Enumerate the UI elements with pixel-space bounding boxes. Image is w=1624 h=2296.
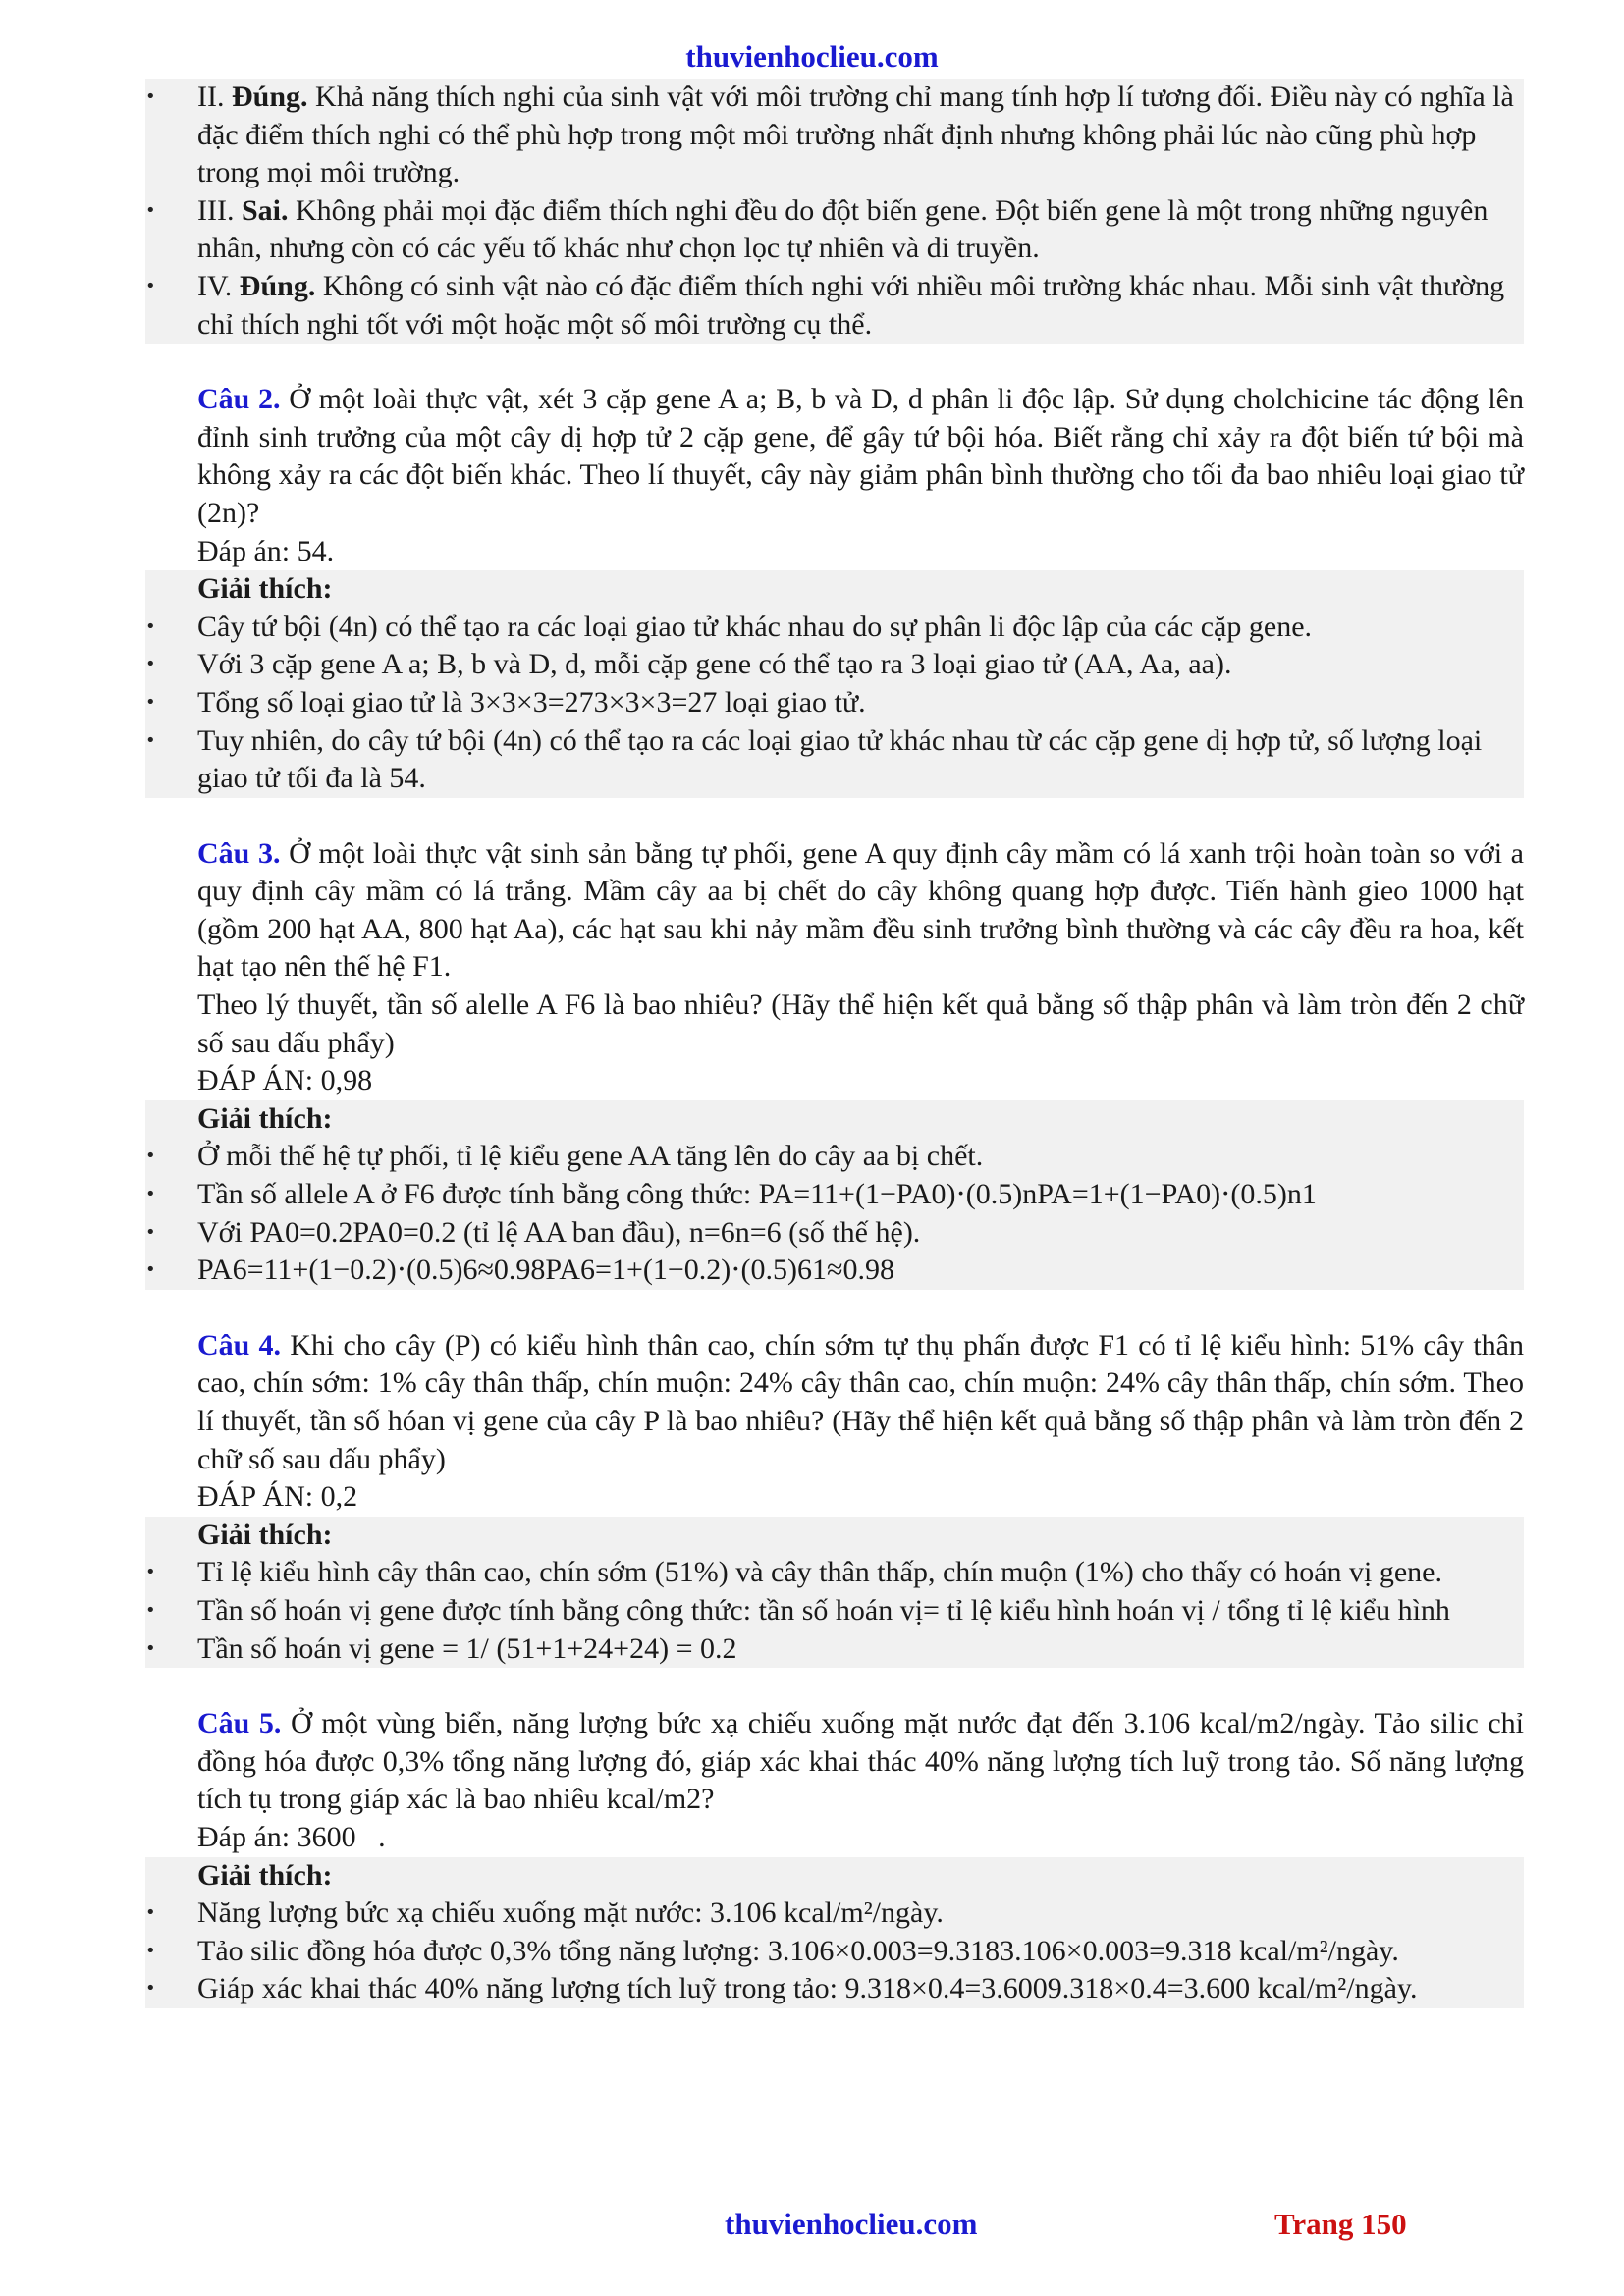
question-3-part-2: Theo lý thuyết, tần số alelle A F6 là bao nhiêu? (Hãy thể hiện kết quả bằng số thập phân và làm tròn đến 2 chữ số sau dấu phẩy): [197, 988, 1524, 1059]
page-number: Trang 150: [1274, 2207, 1407, 2241]
explanation-block-q5: [145, 1857, 1524, 2008]
list-item: • Tỉ lệ kiểu hình cây thân cao, chín sớm (51%) và cây thân thấp, chín muộn (1%) cho thấy có hoán vị gene.: [145, 1554, 1524, 1592]
list-item: • Tần số hoán vị gene = 1/ (51+1+24+24) = 0.2: [145, 1630, 1524, 1669]
answer-q3: ĐÁP ÁN: 0,98: [197, 1064, 373, 1097]
list-item: • Với 3 cặp gene A a; B, b và D, d, mỗi cặp gene có thể tạo ra 3 loại giao tử (AA, Aa, aa).: [145, 646, 1524, 684]
list-item: • Tuy nhiên, do cây tứ bội (4n) có thể tạo ra các loại giao tử khác nhau từ các cặp gene dị hợp tử, số lượng loại giao tử tối đa là 54.: [145, 722, 1524, 798]
page-content: [145, 79, 1524, 2008]
question-5: Câu 5. Ở một vùng biển, năng lượng bức xạ chiếu xuống mặt nước đạt đến 3.106 kcal/m2/ngày. Tảo silic chỉ đồng hóa được 0,3% tổng năng lượng đó, giáp xác khai thác 40% năng lượng tích luỹ trong tảo. Số năng lượng tích tụ trong giáp xác là bao nhiêu kcal/m2?: [197, 1707, 1524, 1816]
list-item: • Với PA0=0.2PA0=0.2 (tỉ lệ AA ban đầu), n=6n=6 (số thế hệ).: [145, 1214, 1524, 1253]
list-item: • Năng lượng bức xạ chiếu xuống mặt nước: 3.106 kcal/m²/ngày.: [145, 1895, 1524, 1933]
question-3: Câu 3. Ở một loài thực vật sinh sản bằng tự phối, gene A quy định cây mầm có lá xanh trội hoàn toàn so với a quy định cây mầm có lá trắng. Mầm cây aa bị chết do cây không quang hợp được. Tiến hành gieo 1000 hạt (gồm 200 hạt AA, 800 hạt Aa), các hạt sau khi nảy mầm đều sinh trưởng bình thường và các cây đều ra hoa, kết hạt tạo nên thế hệ F1.: [197, 836, 1524, 984]
footer-site-name: thuvienhoclieu.com: [725, 2207, 978, 2241]
answer-q4: ĐÁP ÁN: 0,2: [197, 1480, 358, 1514]
list-item: • Tổng số loại giao tử là 3×3×3=273×3×3=27 loại giao tử.: [145, 684, 1524, 722]
question-label: Câu 5.: [197, 1707, 282, 1740]
list-item: • Ở mỗi thế hệ tự phối, tỉ lệ kiểu gene AA tăng lên do cây aa bị chết.: [145, 1138, 1524, 1176]
header-site-name: thuvienhoclieu.com: [685, 39, 939, 74]
question-label: Câu 4.: [197, 1328, 282, 1362]
explanation-block-q3: [145, 1100, 1524, 1290]
list-item: • Tảo silic đồng hóa được 0,3% tổng năng lượng: 3.106×0.003=9.3183.106×0.003=9.318 kcal/m²/ngày.: [145, 1933, 1524, 1971]
question-2: Câu 2. Ở một loài thực vật, xét 3 cặp gene A a; B, b và D, d phân li độc lập. Sử dụng cholchicine tác động lên đỉnh sinh trưởng của một cây dị hợp tử 2 cặp gene, để gây tứ bội hóa. Biết rằng chỉ xảy ra đột biến tứ bội mà không xảy ra các đột biến khác. Theo lí thuyết, cây này giảm phân bình thường cho tối đa bao nhiêu loại giao tử (2n)?: [197, 383, 1524, 529]
explanation-block-q2: [145, 570, 1524, 798]
explanation-title: Giải thích:: [197, 1858, 333, 1892]
list-item: • Tần số hoán vị gene được tính bằng công thức: tần số hoán vị= tỉ lệ kiểu hình hoán vị / tổng tỉ lệ kiểu hình: [145, 1592, 1524, 1630]
explanation-title: Giải thích:: [197, 1518, 333, 1551]
list-item: • III. Sai. Không phải mọi đặc điểm thích nghi đều do đột biến gene. Đột biến gene là một trong những nguyên nhân, nhưng còn có các yếu tố khác như chọn lọc tự nhiên và di truyền.: [145, 192, 1524, 268]
answer-q5: Đáp án: 3600 .: [197, 1820, 386, 1853]
list-item: • PA6=11+(1−0.2)⋅(0.5)6≈0.98PA6=1+(1−0.2)⋅(0.5)61≈0.98: [145, 1252, 1524, 1290]
question-4: Câu 4. Khi cho cây (P) có kiểu hình thân cao, chín sớm tự thụ phấn được F1 có tỉ lệ kiểu hình: 51% cây thân cao, chín sớm: 1% cây thân thấp, chín muộn: 24% cây thân cao, chín muộn: 24% cây thân thấp, chín sớm. Theo lí thuyết, tần số hóan vị gene của cây P là bao nhiêu? (Hãy thể hiện kết quả bằng số thập phân và làm tròn đến 2 chữ số sau dấu phẩy): [197, 1328, 1524, 1475]
list-item: • II. Đúng. Khả năng thích nghi của sinh vật với môi trường chỉ mang tính hợp lí tương đối. Điều này có nghĩa là đặc điểm thích nghi có thể phù hợp trong một môi trường nhất định nhưng không phải lúc nào cũng phù hợp trong mọi môi trường.: [145, 79, 1524, 192]
explanation-title: Giải thích:: [197, 572, 333, 606]
list-item: • IV. Đúng. Không có sinh vật nào có đặc điểm thích nghi với nhiều môi trường khác nhau. Mỗi sinh vật thường chỉ thích nghi tốt với một hoặc một số môi trường cụ thể.: [145, 268, 1524, 344]
list-item: • Tần số allele A ở F6 được tính bằng công thức: PA=11+(1−PA0)⋅(0.5)nPA=1+(1−PA0)⋅(0.5)n1: [145, 1176, 1524, 1214]
list-item: • Cây tứ bội (4n) có thể tạo ra các loại giao tử khác nhau do sự phân li độc lập của các cặp gene.: [145, 609, 1524, 647]
explanation-block-q4: [145, 1517, 1524, 1668]
explanation-title: Giải thích:: [197, 1101, 333, 1135]
question-label: Câu 2.: [197, 383, 281, 416]
question-label: Câu 3.: [197, 836, 281, 870]
list-item: • Giáp xác khai thác 40% năng lượng tích luỹ trong tảo: 9.318×0.4=3.6009.318×0.4=3.600 kcal/m²/ngày.: [145, 1970, 1524, 2008]
answer-q2: Đáp án: 54.: [197, 534, 335, 567]
explanation-block-q1: [145, 79, 1524, 344]
